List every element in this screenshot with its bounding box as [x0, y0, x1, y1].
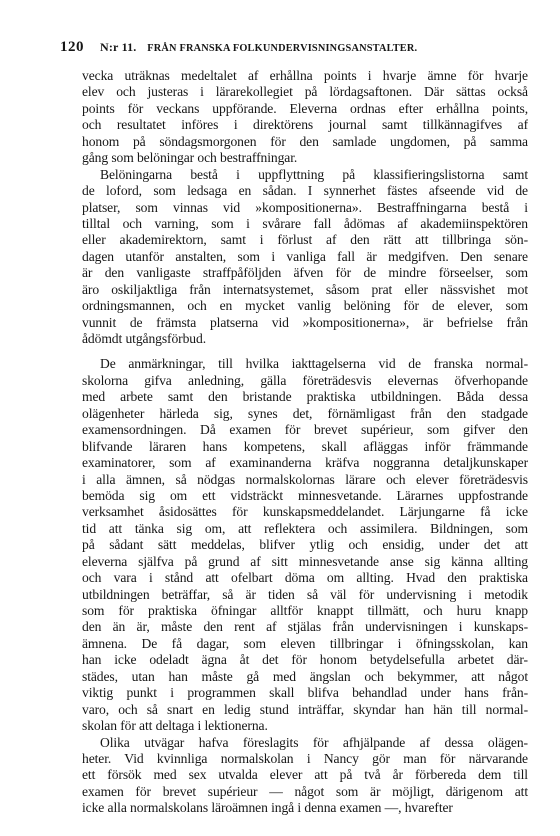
paragraph-gap — [82, 347, 528, 356]
text-line: äro oskiljaktliga från internatsystemet, såsom prat eller nässvishet mot — [82, 281, 528, 297]
text-line: den än är, måste den rent af stjälas från undervisningen i kunskaps- — [82, 619, 528, 635]
text-line: viktig punkt i programmen skall blifva behandlad under hans från- — [82, 685, 528, 701]
text-line: de loford, som ledsaga en sådan. I synnerhet fästes afseende vid de — [82, 183, 528, 199]
text-line: olägenheter härleda sig, synes det, förnämligast från den stadgade — [82, 405, 528, 421]
text-line: och resultatet införes i direktörens journal samt tillkännagifves af — [82, 117, 528, 133]
text-line: med arbete samt den bristande praktiska utbildningen. Båda dessa — [82, 389, 528, 405]
text-line: tid att tänka sig om, att reflektera och assimilera. Bildningen, som — [82, 520, 528, 536]
text-line: skolan för att deltaga i lektionerna. — [82, 718, 268, 734]
text-line: bemöda sig om ett vidsträckt minnesvetande. Lärarnes uppfostrande — [82, 487, 528, 503]
paragraph — [82, 68, 528, 167]
text-line: Olika utvägar hafva föreslagits för afhjälpande af dessa olägen- — [100, 734, 528, 750]
text-line: han icke odeladt ägna åt det för honom betydelsefulla arbetet där- — [82, 652, 528, 668]
text-line: vecka uträknas medeltalet af erhållna points i hvarje ämne för hvarje — [82, 68, 528, 83]
text-line: eleverna själfva på grund af sitt minnesvetande anse sig känna allting — [82, 553, 528, 569]
page-number: 120 — [60, 39, 84, 55]
text-line: verksamhet åsidosättes för kunskapsmeddelandet. Lärjungarne få icke — [82, 504, 528, 520]
text-line: tilltal och varning, som i svårare fall ådömas af akademiinspektören — [82, 215, 528, 231]
text-line: ordningsmannen, och en mycket vanlig belöning för de elever, som — [82, 298, 528, 314]
text-line: utbildningen beträffar, så är tiden så väl för undervisning i metodik — [82, 586, 528, 602]
text-line: skolorna gifva anledning, gälla företrädesvis elevernas öfverhopande — [82, 372, 528, 388]
paragraph — [82, 167, 528, 348]
paragraph — [82, 735, 528, 817]
text-line: points för veckans uppförande. Eleverna ordnas efter erhållna points, — [82, 100, 528, 116]
text-line: i alla ämnen, så nödgas normalskolornas lärare och elever företrädesvis — [82, 471, 528, 487]
paragraph — [82, 356, 528, 734]
page-header — [60, 38, 500, 58]
text-line: heter. Vid kvinnliga normalskolan i Nancy gör man för närvarande — [82, 750, 528, 766]
text-line: och vara i stånd att ofelbart döma om allting. Hvad den praktiska — [82, 570, 528, 586]
text-line: ämnena. De få dagar, som eleven tillbringar i öfningsskolan, kan — [82, 635, 528, 651]
text-line: Belöningarna bestå i uppflyttning på klassifieringslistorna samt — [100, 166, 528, 182]
text-line: gång som belöningar och bestraffningar. — [82, 150, 298, 166]
running-head — [100, 40, 417, 55]
text-line: vunnit de främsta platserna vid »kompositionerna», är befrielse från — [82, 314, 528, 330]
text-line: examen för brevet supérieur — något som är möjligt, därigenom att — [82, 783, 528, 799]
text-line: examensordningen. Då examen för brevet supérieur, som gifver den — [82, 422, 528, 438]
text-line: honom på söndagsmorgonen för den samlade ungdomen, på samma — [82, 133, 528, 149]
text-line: blifvande läraren hans kompetens, skall afläggas inför främmande — [82, 438, 528, 454]
text-line: platser, som vinnas vid »kompositionerna». Bestraffningarna bestå i — [82, 199, 528, 215]
text-line: icke alla normalskolans läroämnen ingå i denna examen —, hvarefter — [82, 800, 453, 816]
text-line: på sådant sätt meddelas, blifver ytlig och ensidig, under det att — [82, 537, 528, 553]
text-line: elev och justeras i lärarekollegiet på lördagsaftonen. Där sättas också — [82, 84, 528, 100]
text-line: examinatorer, som af examinanderna kräfva noggranna detaljkunskaper — [82, 455, 528, 471]
text-line: ett försök med sex utvalda elever att på två år förbereda dem till — [82, 767, 528, 783]
text-line: De anmärkningar, till hvilka iakttagelserna vid de franska normal- — [100, 356, 528, 372]
text-line: som för praktiska öfningar alltför knappt tillmätt, och huru knapp — [82, 603, 528, 618]
text-line: dagen utanför anstalten, som i vanliga fall är medgifven. Den senare — [82, 248, 528, 264]
series-number: N:r 11. — [100, 40, 137, 54]
text-line: städes, utan han måste gå med ängslan och bekymmer, att något — [82, 668, 528, 684]
running-title: FRÅN FRANSKA FOLKUNDERVISNINGSANSTALTER. — [147, 43, 418, 54]
body-text — [82, 68, 528, 817]
text-line: är den vanligaste straffpåföljden äfven för de mindre förseelser, som — [82, 265, 528, 281]
text-line: varo, och så snart en ledig stund inträffar, skyndar han hän till normal- — [82, 701, 528, 717]
text-line: ådömdt utgångsförbud. — [82, 331, 207, 346]
text-line: eller akademirektorn, samt i förlust af den rätt att tillbringa sön- — [82, 232, 528, 248]
